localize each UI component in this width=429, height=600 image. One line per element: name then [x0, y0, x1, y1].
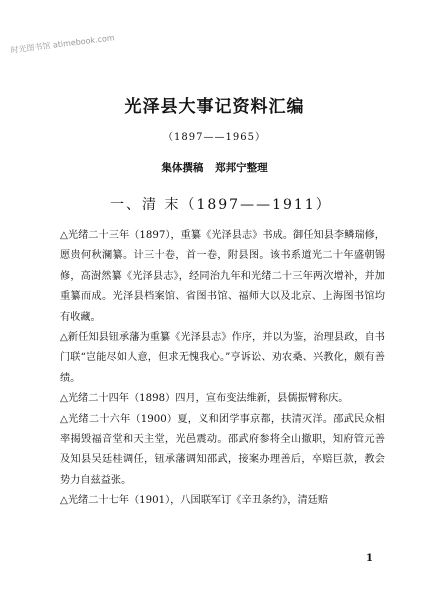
entry-paragraph: △光绪二十三年（1897），重纂《光泽县志》书成。御任知县李鳞瑞修，愿贵何秋澜纂。计三十卷，首一卷，附县图。该书系道光二十年盛朝锡修，高澍然纂《光泽县志》，经同治九年和光绪二十三年两次增补，并加重纂而成。光泽县档案馆、省图书馆、福师大以及北京、上海图书馆均有收藏。 — [60, 230, 385, 323]
date-range: （1897——1965） — [163, 132, 266, 143]
compiled-by: 集体撰稿 — [161, 162, 204, 174]
page-number: 1 — [366, 553, 373, 564]
entry-paragraph: △光绪二十四年（1898）四月，宣布变法维新，县儒振臂称庆。 — [60, 393, 349, 405]
watermark: 时光图书馆 atimebook.com — [10, 33, 116, 55]
entry-paragraph: △光绪二十六年（1900）夏，义和团学事京都，扶清灭洋。邵武民众相率揭毁福音堂和天主堂，光邑震动。邵武府参将全山撤职，知府管元善及知县吴廷桂调任，钮承藩调知邵武，接案办理善后，卒赔巨款，教会势力自兹益张。 — [60, 413, 385, 486]
entry-paragraph: △光绪二十七年（1901），八国联军订《辛丑条约》，清廷赔 — [60, 495, 329, 507]
section-heading: 一、清 末（1897——1911） — [110, 197, 332, 213]
authors-line — [0, 160, 429, 175]
body-text — [60, 226, 385, 512]
edited-by: 郑邦宁整理 — [215, 162, 268, 174]
entry-paragraph: △新任知县钮承藩为重纂《光泽县志》作序，并以为鉴，治理县政，自书门联“岂能尽如人意，但求无愧我心。”亨诉讼、劝农桑、兴教化，颇有善绩。 — [60, 332, 385, 384]
page-title: 光泽县大事记资料汇编 — [124, 97, 305, 117]
